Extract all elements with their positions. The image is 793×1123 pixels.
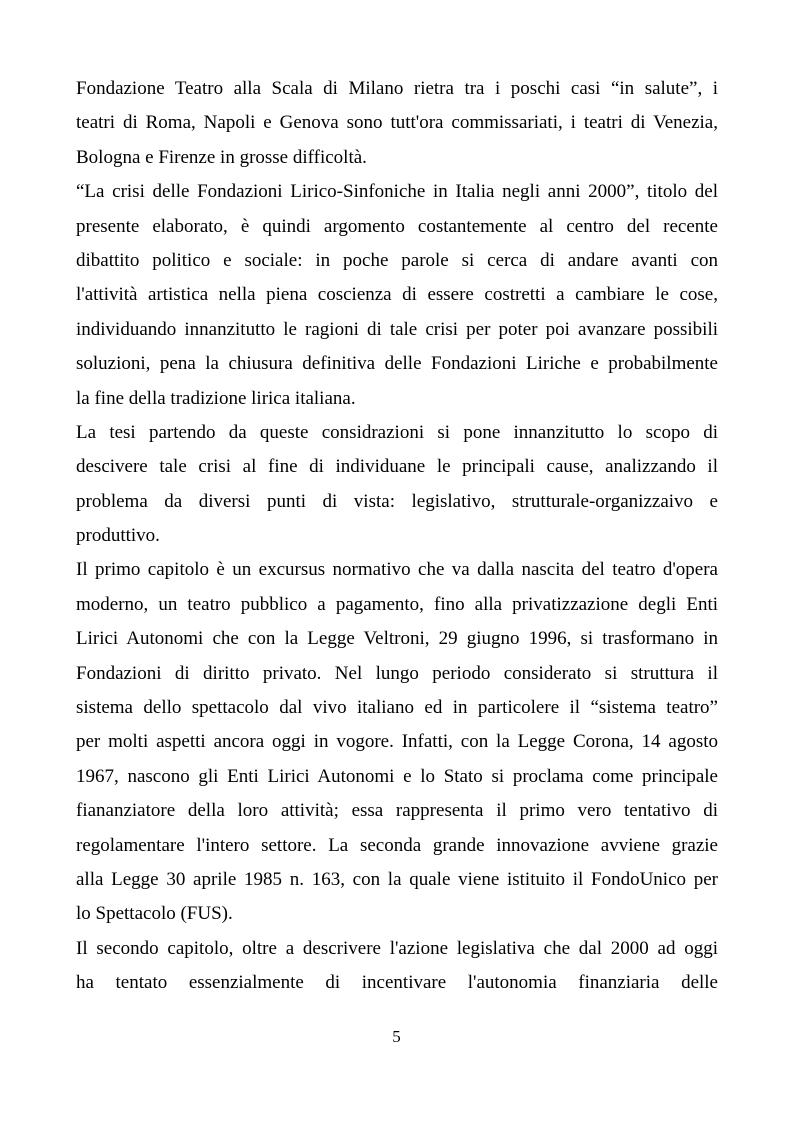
text-line: Fondazioni di diritto privato. Nel lungo periodo considerato si struttura il (76, 662, 718, 684)
paragraph-5 (76, 932, 718, 1001)
document-body (76, 72, 718, 1001)
text-line: alla Legge 30 aprile 1985 n. 163, con la quale viene istituito il FondoUnico per (76, 868, 718, 890)
text-line: produttivo. (76, 525, 160, 547)
text-line: individuando innanzitutto le ragioni di tale crisi per poter poi avanzare possibili (76, 318, 718, 340)
text-line: Fondazione Teatro alla Scala di Milano rietra tra i poschi casi “in salute”, i (76, 78, 718, 99)
text-line: l'attività artistica nella piena coscienza di essere costretti a cambiare le cose, (76, 284, 718, 306)
text-line: descivere tale crisi al fine di individuane le principali cause, analizzando il (76, 456, 718, 478)
paragraph-4 (76, 553, 718, 931)
page-number: 5 (392, 1027, 401, 1046)
text-line: ha tentato essenzialmente di incentivare l'autonomia finanziaria delle (76, 972, 718, 994)
text-line: moderno, un teatro pubblico a pagamento, fino alla privatizzazione degli Enti (76, 593, 718, 615)
text-line: 1967, nascono gli Enti Lirici Autonomi e lo Stato si proclama come principale (76, 765, 718, 787)
text-line: “La crisi delle Fondazioni Lirico-Sinfoniche in Italia negli anni 2000”, titolo del (76, 181, 718, 203)
text-line: teatri di Roma, Napoli e Genova sono tutt'ora commissariati, i teatri di Venezia, (76, 112, 718, 134)
text-line: problema da diversi punti di vista: legislativo, strutturale-organizzaivo e (76, 490, 718, 512)
paragraph-2 (76, 175, 718, 416)
text-line: sistema dello spettacolo dal vivo italiano ed in particolere il “sistema teatro” (76, 697, 718, 719)
text-line: fiananziatore della loro attività; essa rappresenta il primo vero tentativo di (76, 800, 718, 822)
text-line: Il primo capitolo è un excursus normativo che va dalla nascita del teatro d'opera (76, 559, 718, 581)
text-line: soluzioni, pena la chiusura definitiva delle Fondazioni Liriche e probabilmente (76, 353, 718, 375)
text-line: presente elaborato, è quindi argomento costantemente al centro del recente (76, 215, 718, 237)
text-line: regolamentare l'intero settore. La seconda grande innovazione avviene grazie (76, 834, 718, 856)
text-line: dibattito politico e sociale: in poche parole si cerca di andare avanti con (76, 249, 718, 271)
paragraph-1 (76, 72, 718, 175)
paragraph-3 (76, 416, 718, 554)
text-line: per molti aspetti ancora oggi in vogore. Infatti, con la Legge Corona, 14 agosto (76, 731, 718, 753)
text-line: Bologna e Firenze in grosse difficoltà. (76, 146, 367, 168)
text-line: Lirici Autonomi che con la Legge Veltroni, 29 giugno 1996, si trasformano in (76, 628, 718, 650)
text-line: Il secondo capitolo, oltre a descrivere l'azione legislativa che dal 2000 ad oggi (76, 937, 718, 959)
text-line: La tesi partendo da queste considrazioni si pone innanzitutto lo scopo di (76, 421, 718, 443)
text-line: lo Spettacolo (FUS). (76, 903, 233, 925)
text-line: la fine della tradizione lirica italiana. (76, 387, 356, 409)
